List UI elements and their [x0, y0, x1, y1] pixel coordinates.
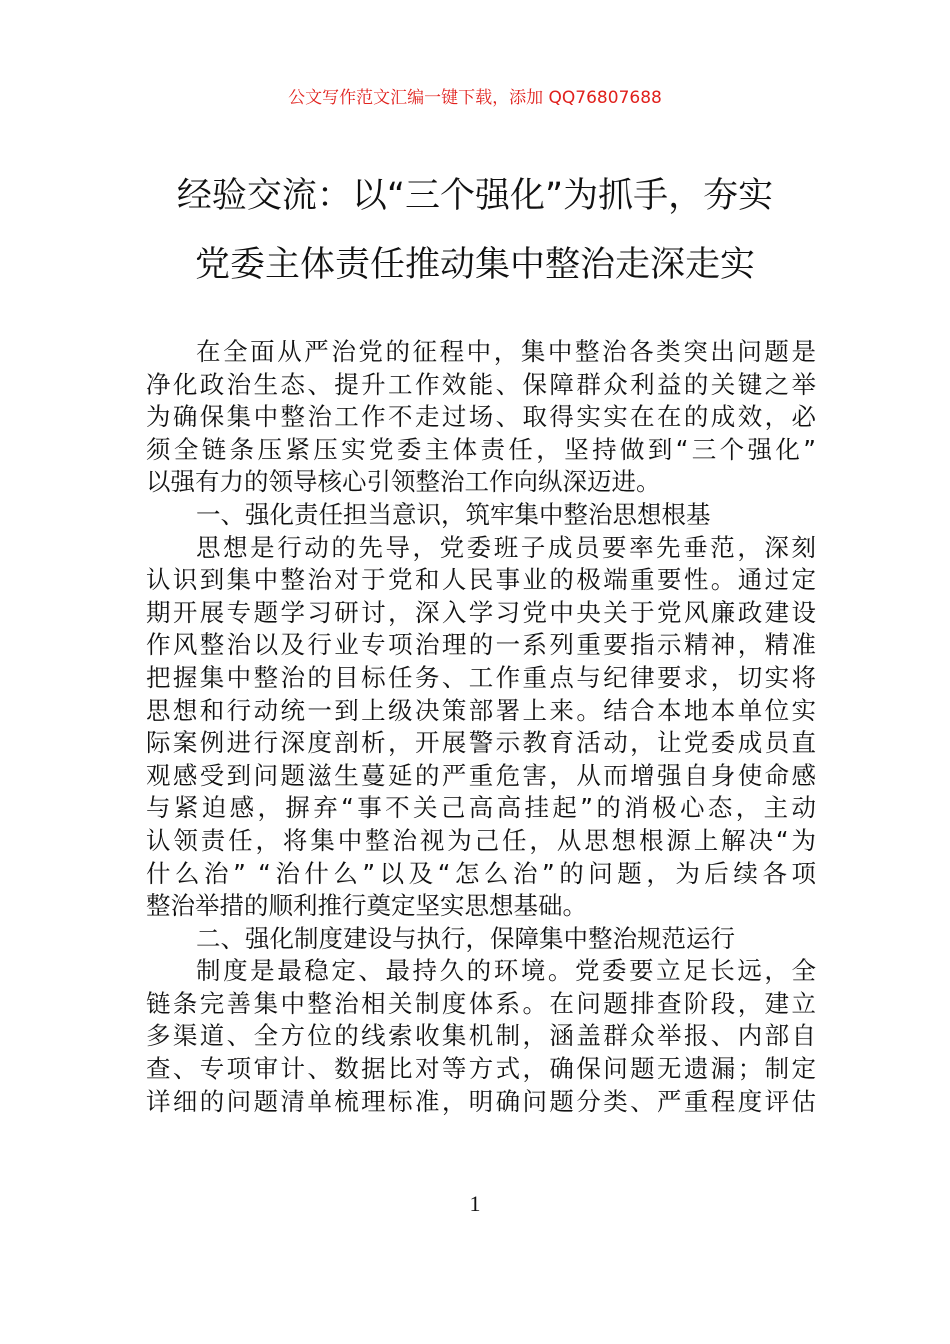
body-line: 思想和行动统一到上级决策部署上来。结合本地本单位实 [146, 695, 816, 725]
body-line: 详细的问题清单梳理标准，明确问题分类、严重程度评估 [146, 1086, 816, 1116]
download-banner[interactable]: 公文写作范文汇编一键下载，添加 QQ76807688 [288, 88, 662, 108]
body-line: 在全面从严治党的征程中，集中整治各类突出问题是 [196, 337, 816, 366]
body-line: 什么治” “治什么”以及“怎么治”的问题，为后续各项 [146, 858, 816, 888]
body-line: 作风整治以及行业专项治理的一系列重要指示精神，精准 [146, 630, 816, 660]
body-line: 把握集中整治的目标任务、工作重点与纪律要求，切实将 [146, 662, 816, 692]
document-title-line-2: 党委主体责任推动集中整治走深走实 [194, 245, 755, 285]
body-line: 与紧迫感，摒弃“事不关己高高挂起”的消极心态，主动 [146, 793, 816, 823]
document-title-line-1: 经验交流：以“三个强化”为抓手，夯实 [176, 176, 774, 216]
body-line: 制度是最稳定、最持久的环境。党委要立足长远，全 [196, 956, 816, 986]
body-line: 期开展专题学习研讨，深入学习党中央关于党风廉政建设 [146, 597, 816, 627]
body-line: 以强有力的领导核心引领整治工作向纵深迈进。 [146, 467, 661, 497]
body-line: 思想是行动的先导，党委班子成员要率先垂范，深刻 [196, 532, 816, 562]
body-line: 际案例进行深度剖析，开展警示教育活动，让党委成员直 [146, 728, 816, 758]
body-line: 多渠道、全方位的线索收集机制，涵盖群众举报、内部自 [146, 1021, 816, 1051]
document-body [146, 336, 816, 1118]
body-line: 为确保集中整治工作不走过场、取得实实在在的成效，必 [146, 402, 816, 432]
body-line: 链条完善集中整治相关制度体系。在问题排查阶段，建立 [146, 988, 816, 1018]
section-heading-2: 二、强化制度建设与执行，保障集中整治规范运行 [196, 923, 735, 953]
body-line: 查、专项审计、数据比对等方式，确保问题无遗漏；制定 [146, 1054, 816, 1084]
page-number: 1 [469, 1191, 481, 1216]
section-heading-1: 一、强化责任担当意识，筑牢集中整治思想根基 [196, 499, 711, 529]
body-line: 认识到集中整治对于党和人民事业的极端重要性。通过定 [146, 565, 816, 595]
body-line: 净化政治生态、提升工作效能、保障群众利益的关键之举 [146, 369, 816, 399]
body-line: 须全链条压紧压实党委主体责任，坚持做到“三个强化” [146, 434, 816, 464]
body-line: 观感受到问题滋生蔓延的严重危害，从而增强自身使命感 [146, 760, 816, 790]
body-line: 整治举措的顺利推行奠定坚实思想基础。 [146, 891, 587, 921]
body-line: 认领责任，将集中整治视为己任，从思想根源上解决“为 [146, 825, 816, 855]
